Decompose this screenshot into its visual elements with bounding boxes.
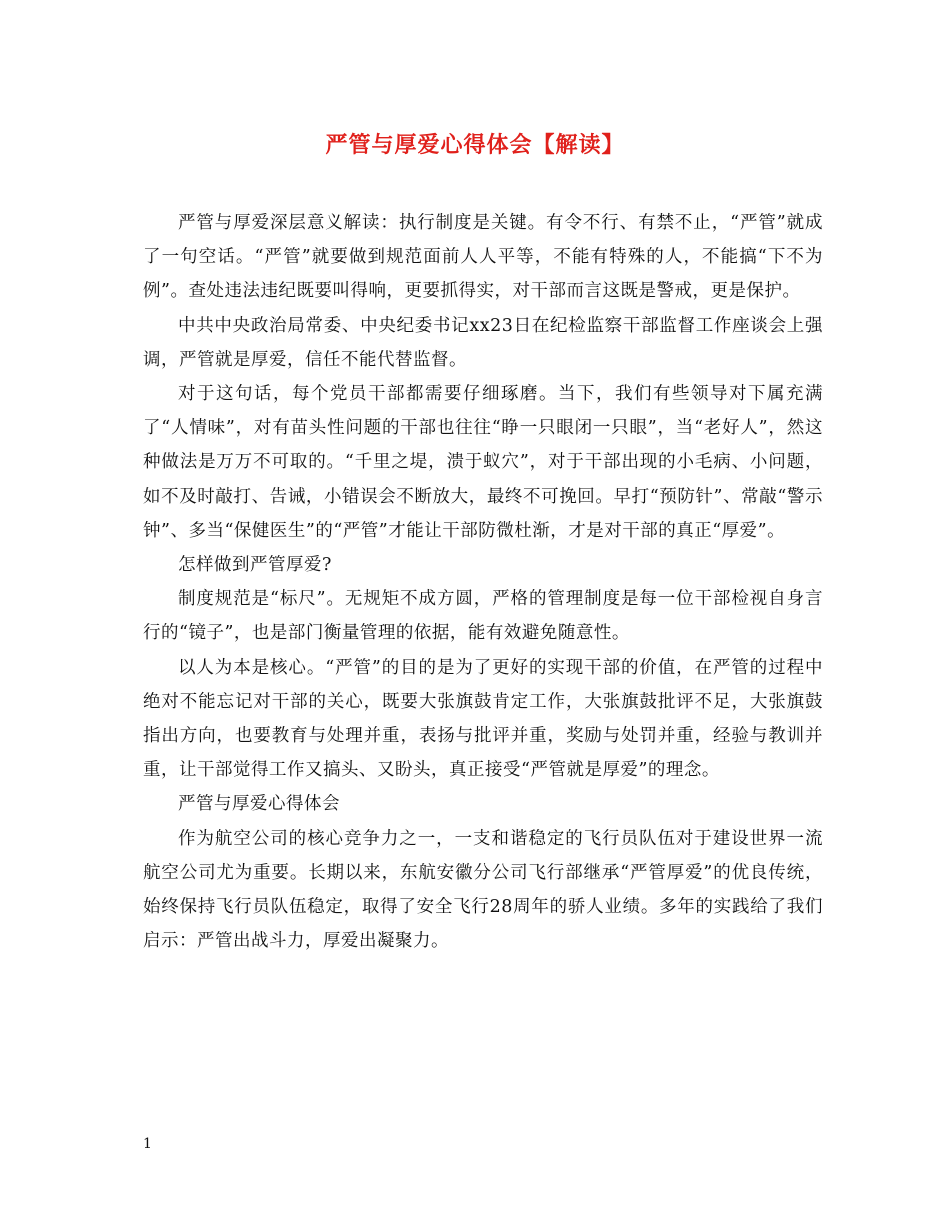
section-heading: 严管与厚爱心得体会	[178, 794, 340, 815]
document-body	[143, 206, 823, 958]
document-title: 严管与厚爱心得体会【解读】	[325, 132, 625, 158]
paragraph: 以人为本是核心。“严管”的目的是为了更好的实现干部的价值，在严管的过程中绝对不能忘记对干部的关心，既要大张旗鼓肯定工作，大张旗鼓批评不足，大张旗鼓指出方向，也要教育与处理并重，表扬与批评并重，奖励与处罚并重，经验与教训并重，让干部觉得工作又搞头、又盼头，真正接受“严管就是厚爱”的理念。	[143, 657, 823, 781]
section-heading: 怎样做到严管厚爱?	[178, 555, 332, 576]
page-number: 1	[143, 1136, 152, 1152]
paragraph: 作为航空公司的核心竞争力之一，一支和谐稳定的飞行员队伍对于建设世界一流航空公司尤为重要。长期以来，东航安徽分公司飞行部继承“严管厚爱”的优良传统，始终保持飞行员队伍稳定，取得了安全飞行28周年的骄人业绩。多年的实践给了我们启示：严管出战斗力，厚爱出凝聚力。	[143, 828, 823, 952]
paragraph: 严管与厚爱深层意义解读：执行制度是关键。有令不行、有禁不止，“严管”就成了一句空话。“严管”就要做到规范面前人人平等，不能有特殊的人，不能搞“下不为例”。查处违法违纪既要叫得响，更要抓得实，对干部而言这既是警戒，更是保护。	[143, 213, 823, 302]
paragraph: 对于这句话，每个党员干部都需要仔细琢磨。当下，我们有些领导对下属充满了“人情味”，对有苗头性问题的干部也往往“睁一只眼闭一只眼”，当“老好人”，然这种做法是万万不可取的。“千里之堤，溃于蚁穴”，对于干部出现的小毛病、小问题，如不及时敲打、告诫，小错误会不断放大，最终不可挽回。早打“预防针”、常敲“警示钟”、多当“保健医生”的“严管”才能让干部防微杜渐，才是对干部的真正“厚爱”。	[143, 384, 823, 541]
paragraph: 制度规范是“标尺”。无规矩不成方圆，严格的管理制度是每一位干部检视自身言行的“镜子”，也是部门衡量管理的依据，能有效避免随意性。	[143, 589, 823, 644]
paragraph: 中共中央政治局常委、中央纪委书记xx23日在纪检监察干部监督工作座谈会上强调，严管就是厚爱，信任不能代替监督。	[143, 315, 823, 370]
